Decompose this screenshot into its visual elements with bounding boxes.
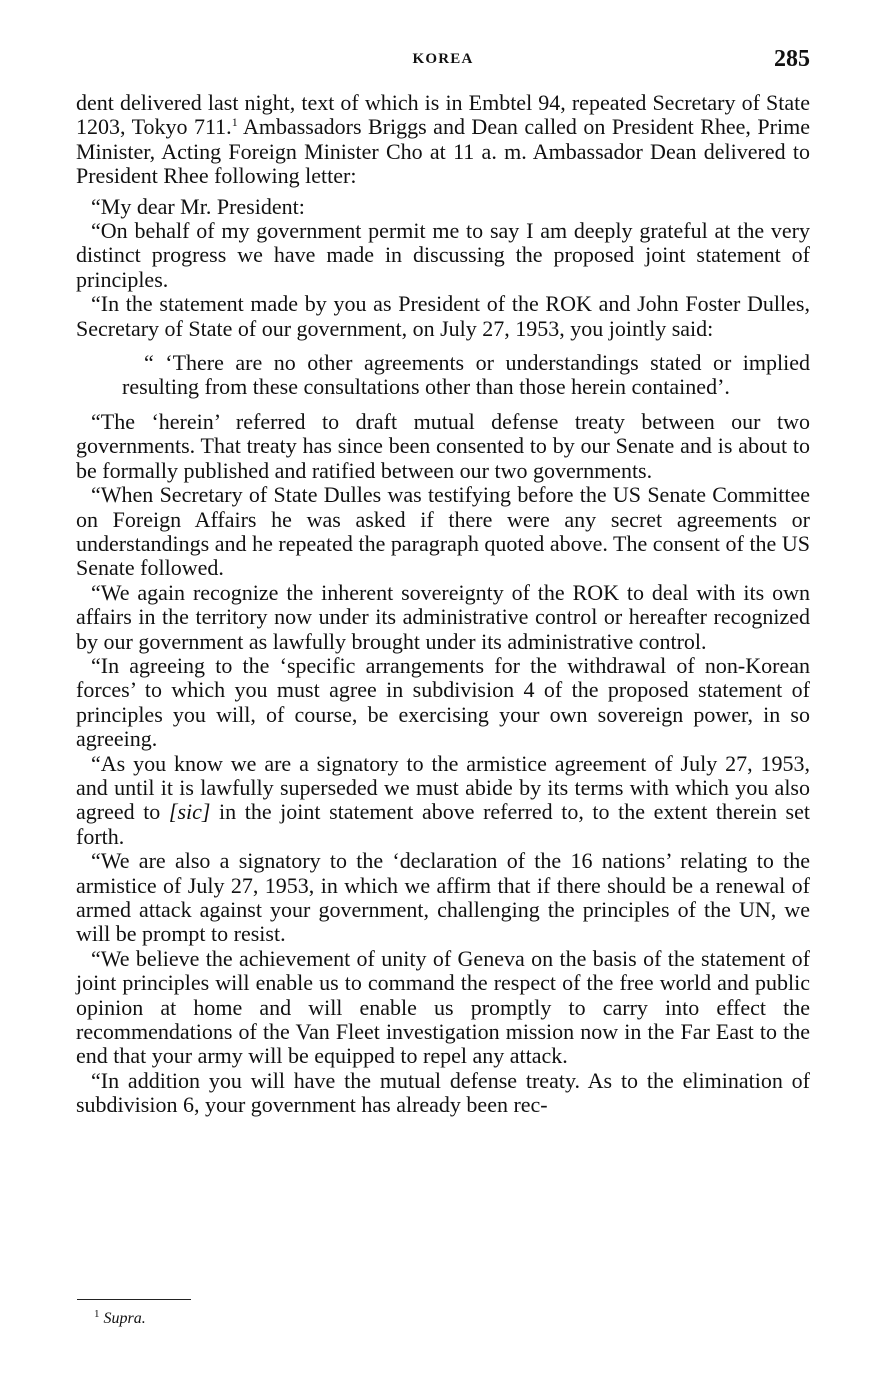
body-text: [76, 91, 810, 1118]
running-title: KOREA: [412, 51, 474, 67]
footnote-marker: 1: [94, 1308, 100, 1320]
footnote-reference: 1: [231, 115, 238, 130]
letter-paragraph-2: “In the statement made by you as President of the ROK and John Foster Dulles, Secretary of State of our government, on July 27, 1953, you jointly said:: [76, 291, 810, 341]
opening-text-continued: Ambassadors Briggs and Dean called on President Rhee, Prime Minister, Acting Foreign Minister Cho at 11 a. m. Ambassador Dean delivered to President Rhee following letter:: [76, 114, 810, 189]
letter-paragraph-5: “We again recognize the inherent sovereignty of the ROK to deal with its own affairs in the territory now under its administrative control or hereafter recognized by our government as lawfully brought under its administrative control.: [76, 579, 810, 654]
footnote: [94, 1310, 146, 1328]
page-number: 285: [774, 46, 810, 72]
letter-paragraph-3: “The ‘herein’ referred to draft mutual defense treaty between our two governments. That treaty has since been consented to by our Senate and is about to be formally published and ratified between our two governments.: [76, 408, 810, 483]
paragraph-7-text-continued: in the joint statement above referred to, to the extent therein set forth.: [76, 799, 810, 849]
footnote-text: Supra.: [103, 1310, 146, 1327]
letter-paragraph-7: [76, 752, 810, 850]
opening-text: dent delivered last night, text of which is in Embtel 94, repeated Secretary of State 1203, Tokyo 711.: [76, 90, 810, 140]
letter-paragraph-8: “We are also a signatory to the ‘declaration of the 16 nations’ relating to the armistice of July 27, 1953, in which we affirm that if there should be a renewal of armed attack against your government, challenging the principles of the UN, we will be prompt to resist.: [76, 848, 810, 947]
running-header: [76, 46, 810, 76]
footnote-divider: [77, 1299, 191, 1300]
letter-paragraph-9: “We believe the achievement of unity of Geneva on the basis of the statement of joint principles will enable us to command the respect of the free world and public opinion at home and will enable us promptly to carry into effect the recommendations of the Van Fleet investigation mission now in the Far East to the end that your army will be equipped to repel any attack.: [76, 945, 810, 1069]
letter-paragraph-1: “On behalf of my government permit me to say I am deeply grateful at the very distinct progress we have made in discussing the proposed joint statement of principles.: [76, 218, 810, 292]
letter-paragraph-6: “In agreeing to the ‘specific arrangements for the withdrawal of non-Korean forces’ to which you must agree in subdivision 4 of the proposed statement of principles you will, of course, be exercising your own sovereign power, in so agreeing.: [76, 652, 810, 752]
sic-annotation: [sic]: [168, 799, 211, 825]
letter-paragraph-4: “When Secretary of State Dulles was testifying before the US Senate Committee on Foreign Affairs he was asked if there were any secret agreements or understandings and he repeated the paragraph quoted above. The consent of the US Senate followed.: [76, 482, 810, 581]
paragraph-7-text: “As you know we are a signatory to the armistice agreement of July 27, 1953, and until it is lawfully superseded we must abide by its terms with which you also agreed to: [76, 750, 810, 825]
letter-paragraph-10: “In addition you will have the mutual defense treaty. As to the elimination of subdivision 6, your government has already been rec-: [76, 1067, 810, 1118]
block-quote: “ ‘There are no other agreements or understandings stated or implied resulting from these consultations other than those herein contained’.: [122, 350, 810, 400]
salutation: “My dear Mr. President:: [91, 193, 305, 219]
opening-paragraph: [76, 91, 810, 189]
